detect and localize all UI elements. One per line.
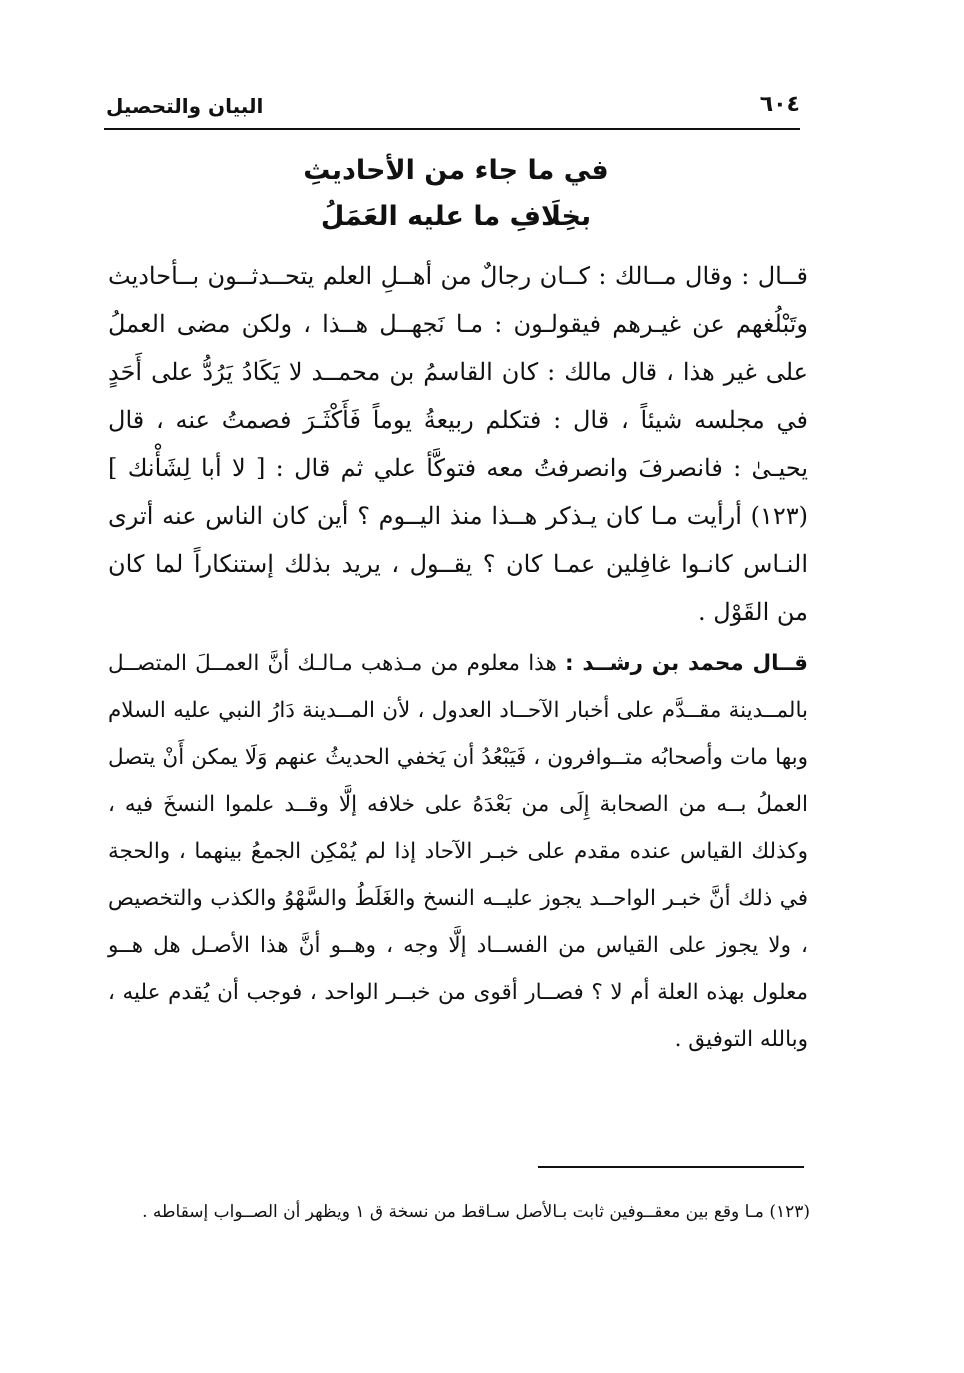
page-number: ٦٠٤ bbox=[759, 92, 800, 117]
commentary-body: هذا معلوم من مـذهب مـالـك أنَّ العمــلَ المتصــل بالمــدينة مقــدَّم على أخبار الآحــاد العدول ، لأن المــدينة دَارُ النبي عليه السلام وبها مات وأصحابُه متــوافرون ، فَيَبْعُدُ أن يَخفي الحديثُ عنهم وَلَا يمكن أَنْ يتصل العملُ بــه من الصحابة إِلَى من بَعْدَهُ على خلافه إلَّا وقــد علموا النسخَ فيه ، وكذلك القياس عنده مقدم على خبـر الآحاد إذا لم يُمْكِن الجمعُ بينهما ، والحجة في ذلك أنَّ خبـر الواحــد يجوز عليــه النسخ والغَلَطُ والسَّهْوُ والكذب والتخصيص ، ولا يجوز على القياس من الفســاد إلَّا وجه ، وهــو أنَّ هذا الأصـل هل هــو معلول بهذه العلة أم لا ؟ فصــار أقوى من خبــر الواحد ، فوجب أن يُقدم عليه ، وبالله التوفيق . bbox=[108, 651, 808, 1052]
chapter-title bbox=[106, 148, 806, 240]
header-rule bbox=[104, 128, 800, 130]
running-header bbox=[106, 92, 800, 128]
book-title: البيان والتحصيل bbox=[106, 94, 264, 118]
paragraph-malik-narration: قــال : وقال مــالك : كــان رجالٌ من أهــلِ العلم يتحــدثــون بــأحاديث وتَبْلُغهم عن غيـرهم فيقولـون : مـا نَجهــل هــذا ، ولكن مضى العملُ على غير هذا ، قال مالك : كان القاسمُ بن محمــد لا يَكَادُ يَرُدُّ على أَحَدٍ في مجلسه شيئاً ، قال : فتكلم ربيعةُ يوماً فَأَكْثَـرَ فصمتُ عنه ، قال يحيـىٰ : فانصرفَ وانصرفتُ معه فتوكَّأ علي ثم قال : [ لا أبا لِشَأْنك ](١٢٣) أرأيت مـا كان يـذكر هــذا منذ اليــوم ؟ أين كان الناس عنه أترى النـاس كانـوا غافِلين عمـا كان ؟ يقــول ، يريد بذلك إستنكاراً لما كان من القَوْل . bbox=[108, 262, 809, 626]
chapter-title-line-2: بخِلَافِ ما عليه العَمَلُ bbox=[320, 201, 592, 232]
chapter-title-line-1: في ما جاء من الأحاديثِ bbox=[303, 155, 609, 186]
footnote-123: (١٢٣) مـا وقع بين معقــوفين ثابت بـالأصل سـاقط من نسخة ق ١ ويظهر أن الصــواب إسقاطه . bbox=[142, 1202, 810, 1222]
commentary-lead: قــال محمد بن رشــد : bbox=[564, 651, 808, 676]
paragraph-ibn-rushd-commentary bbox=[108, 640, 808, 1063]
footnote-rule bbox=[538, 1166, 804, 1168]
